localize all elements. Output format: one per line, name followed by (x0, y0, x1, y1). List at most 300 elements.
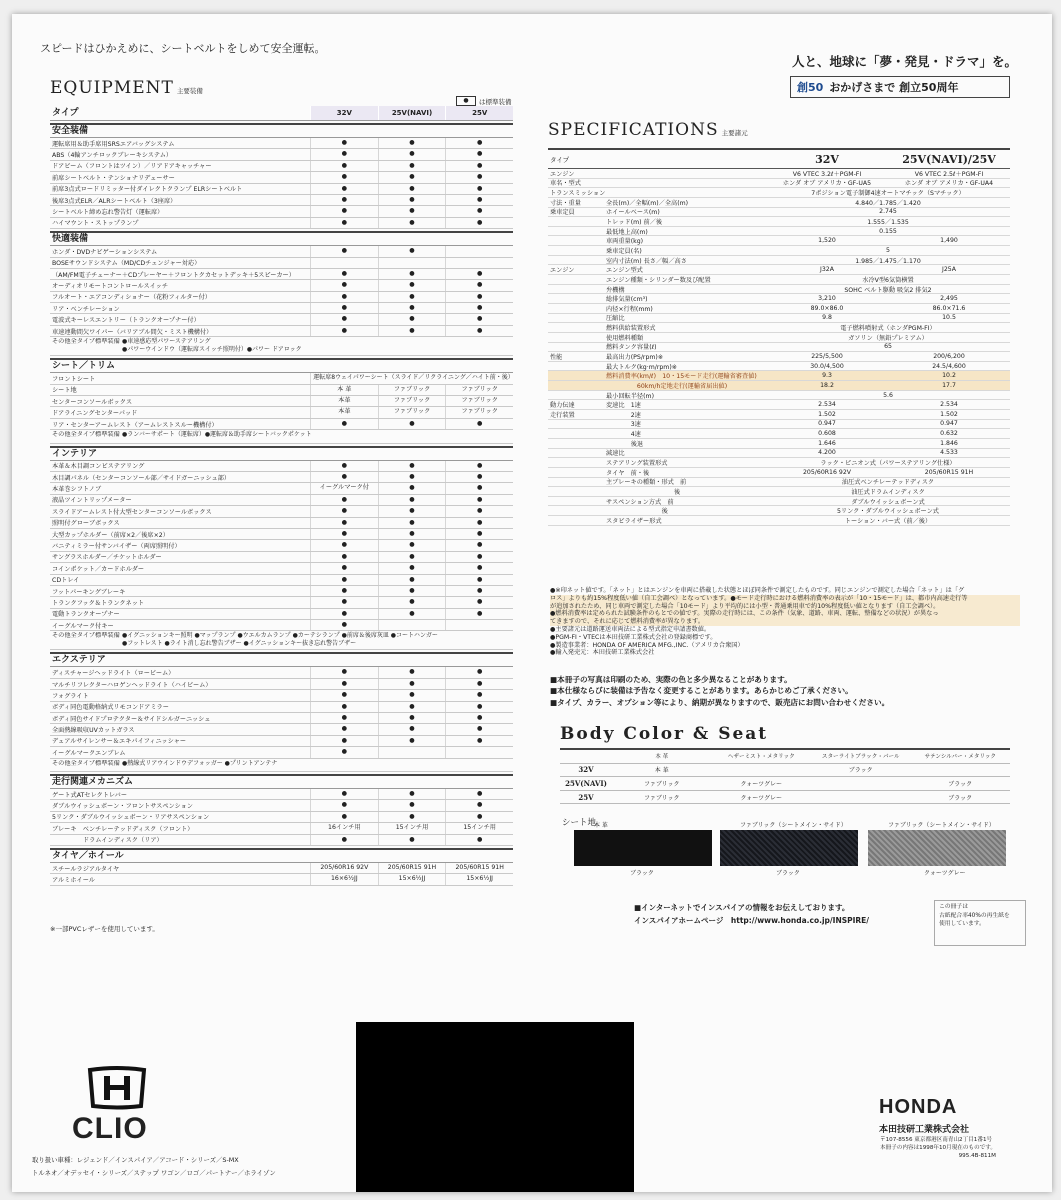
row-cell: ● (445, 575, 513, 585)
equipment-row (50, 280, 513, 291)
equipment-row (50, 609, 513, 620)
body-color-cell: 本 革 (654, 767, 669, 775)
row-cell (378, 620, 446, 630)
note-line: ●パワーウインドウ（運転席スイッチ照明付）●パワー ドアロック (122, 346, 302, 354)
row-cell: ● (378, 609, 446, 619)
spec-row (548, 188, 1010, 198)
equipment-row (50, 702, 513, 713)
row-cell: ● (310, 269, 378, 279)
row-cell: ● (310, 552, 378, 562)
row-label: コインポケット／カードホルダー (52, 565, 145, 573)
equipment-row (50, 218, 513, 229)
spec-value: 0.608 (818, 430, 836, 438)
equipment-row (50, 679, 513, 690)
spec-row (548, 352, 1010, 362)
row-cell: ● (378, 597, 446, 607)
row-cell: ● (310, 529, 378, 539)
row-label: ハイマウント・ストップランプ (52, 220, 139, 228)
standard-equipment-note (50, 430, 513, 443)
row-cell: ● (445, 218, 513, 228)
row-cell (445, 620, 513, 630)
row-cell: ● (445, 812, 513, 822)
equipment-row (50, 586, 513, 597)
row-label: アルミホイール (52, 877, 95, 884)
row-cell: ● (378, 495, 446, 505)
spec-value: J32A (820, 266, 834, 274)
row-cell: ● (310, 597, 378, 607)
note-label: その他全タイプ標準装備 (52, 431, 120, 439)
row-label: CDトレイ (52, 577, 80, 585)
row-cell (310, 258, 378, 268)
spec-label: 主ブレーキの種類・形式 前 (606, 479, 687, 487)
row-cell: ● (378, 303, 446, 313)
row-cell: ● (378, 246, 446, 256)
row-label: 後席3点式ELR／ALRシートベルト（3座席） (52, 197, 177, 205)
spec-row (548, 381, 1010, 391)
spec-group: 寸法・重量 (550, 199, 581, 207)
row-cell: ● (310, 472, 378, 482)
row-cell: ● (310, 812, 378, 822)
spec-value: 1.646 (818, 439, 836, 447)
row-cell: 本 革 (310, 385, 378, 395)
swatch-top-label: ファブリック（シートメイン・サイド） (888, 822, 995, 829)
row-cell: ● (445, 506, 513, 516)
spec-note-line: ●PGM-FI・VTECは本田技研工業株式会社の登録商標です。 (550, 633, 717, 641)
note-label: その他全タイプ標準装備 (52, 759, 120, 767)
note-label: その他全タイプ標準装備 (52, 632, 120, 640)
row-label: フットパーキングブレーキ (52, 588, 126, 596)
internet-line-2[interactable]: インスパイアホームページ http://www.honda.co.jp/INSPIRE/ (634, 916, 870, 925)
row-cell: ● (445, 495, 513, 505)
spec-row (548, 516, 1010, 526)
spec-label: 後退 (606, 440, 644, 448)
equipment-row (50, 789, 513, 800)
swatch-color-label: ブラック (630, 870, 654, 877)
row-cell: ● (378, 789, 446, 799)
row-cell: ● (445, 540, 513, 550)
spec-row (548, 458, 1010, 468)
spec-value-shared: 5 (886, 246, 890, 254)
spec-label: 使用燃料種類 (606, 334, 644, 342)
row-cell: ファブリック (378, 396, 446, 406)
spec-value: 30.0/4,500 (810, 362, 844, 370)
row-cell (378, 747, 446, 757)
spec-label: 4速 (606, 431, 641, 439)
spec-value: 3,210 (818, 295, 836, 303)
row-cell: ● (310, 206, 378, 216)
equipment-row (50, 529, 513, 540)
spec-row (548, 275, 1010, 285)
row-label: 車速連動間欠ワイパー（バリアブル間欠・ミスト機構付） (52, 328, 213, 336)
spec-row (548, 323, 1010, 333)
spec-value: 205/60R15 91H (924, 468, 974, 476)
spec-row (548, 439, 1010, 449)
body-color-row (560, 791, 1010, 805)
row-cell: ● (310, 702, 378, 712)
row-label: 電動トランクオープナー (52, 611, 120, 619)
row-cell: ● (445, 326, 513, 336)
row-cell: ● (445, 461, 513, 471)
row-cell: ● (445, 184, 513, 194)
spec-row (548, 227, 1010, 237)
internet-info (634, 901, 869, 927)
row-cell: ● (445, 518, 513, 528)
row-cell: ● (445, 736, 513, 746)
important-line: ■本冊子の写真は印刷のため、実際の色と多少異なることがあります。 (550, 675, 792, 684)
row-cell: ● (310, 747, 378, 757)
row-cell: ● (445, 724, 513, 734)
row-cell: ● (378, 690, 446, 700)
row-cell: ● (310, 506, 378, 516)
seat-swatch (574, 830, 712, 866)
row-cell: ● (378, 702, 446, 712)
row-cell: ● (378, 563, 446, 573)
body-color-cell: ブラック (948, 780, 973, 788)
spec-label: 変速比 1速 (606, 402, 641, 410)
spec-value-shared: 2.745 (879, 208, 897, 216)
body-color-cell: ファブリック (644, 780, 680, 788)
spec-row (548, 314, 1010, 324)
spec-row (548, 478, 1010, 488)
honda-address: 〒107-8556 東京都港区南青山2丁目1番1号 本冊子の内容は1998年10月現在のものです。 995.4B-811M (880, 1137, 996, 1159)
row-label: 運転席用＆助手席用SRSエアバッグシステム (52, 140, 175, 148)
spec-row (548, 285, 1010, 295)
row-label: 電波式キーレスエントリー（トランクオープナー付） (52, 317, 200, 325)
row-cell: ● (310, 667, 378, 677)
important-line: ■タイプ、カラー、オプション等により、納期が異なりますので、販売店にお問い合わせください。 (550, 697, 890, 707)
specifications-table (548, 148, 1010, 526)
row-cell: ● (378, 483, 446, 493)
equipment-row (50, 540, 513, 551)
row-cell: ファブリック (378, 385, 446, 395)
equipment-row (50, 483, 513, 494)
equipment-row (50, 396, 513, 407)
spec-label: 燃料消費率(km/ℓ) 10・15モード走行(運輸省審査値) (606, 373, 757, 381)
important-notices (550, 674, 889, 708)
row-cell: 16×6½JJ (310, 874, 378, 884)
spec-value: 10.2 (942, 372, 956, 380)
row-cell (445, 246, 513, 256)
equipment-row (50, 246, 513, 257)
row-cell: イーグルマーク付 (310, 483, 378, 493)
row-cell: ● (445, 789, 513, 799)
row-label: マルチリフレクターハロゲンヘッドライト（ハイビーム） (52, 681, 212, 689)
row-cell: ● (378, 667, 446, 677)
spec-row (548, 265, 1010, 275)
row-cell: ● (378, 195, 446, 205)
row-cell: ● (445, 314, 513, 324)
row-label: フルオート・エアコンディショナー（花粉フィルター付） (52, 294, 211, 302)
row-cell: 15×6½JJ (378, 874, 446, 884)
row-cell: ● (378, 800, 446, 810)
row-cell: ● (445, 713, 513, 723)
dealer-models: 取り扱い車種：レジェンド／インスパイア／アコード・シリーズ／S-MX トルネオ／オデッセイ・シリーズ／ステップ ワゴン／ロゴ／パートナー／ホライゾン (32, 1156, 276, 1177)
body-color-header: スターライトブラック・パール (821, 754, 900, 761)
note-line: ●車速感応型パワーステアリング (122, 338, 211, 346)
row-label: バニティミラー付サンバイザー（両席照明付） (52, 543, 181, 551)
spec-group: 性能 (550, 354, 563, 361)
row-label: センターコンソールボックス (52, 398, 133, 406)
row-label: 全面熱線吸収UVカットガラス (52, 727, 135, 735)
spec-value: 89.0×86.0 (810, 304, 844, 312)
row-label: トランクフック＆トランクネット (52, 599, 145, 607)
spec-label: 最小回転半径(m) (606, 392, 654, 400)
spec-column-header: 32V (815, 152, 839, 166)
equipment-row (50, 736, 513, 747)
redacted-block (356, 1022, 634, 1192)
spec-note-line: ●※印ネット値です。「ネット」とはエンジンを車両に搭載した状態とほぼ同条件で測定したものです。同じエンジンで測定した場合「ネット」は「グ (550, 587, 965, 594)
spec-value-shared: ラック・ピニオン式（パワーステアリング仕様） (820, 460, 956, 468)
anniversary-badge (790, 76, 1010, 98)
note-text (122, 760, 513, 768)
spec-value: V6 VTEC 2.5ℓ＋PGM-FI (914, 170, 984, 178)
spec-label: 燃料供給装置形式 (606, 325, 656, 333)
row-label: （AM/FM電子チューナー＋CDプレーヤー＋フロントクカセットデッキ＋5スピーカー） (52, 271, 295, 279)
row-cell: ● (378, 679, 446, 689)
spec-value-shared: 電子燃料噴射式（ホンダPGM-FI） (840, 325, 936, 333)
spec-note-line: が追加されたため、同じ車両で測定した場合「10モード」より平均的には小型・普通乗用車で約10%程度低い値となります（自工会調べ）。 (550, 603, 1020, 611)
brochure-page (12, 14, 1052, 1192)
row-cell: ● (378, 506, 446, 516)
row-cell: 15インチ用 (445, 823, 513, 833)
row-label: ドラムインディスク（リア） (52, 837, 163, 845)
seat-swatch (868, 830, 1006, 866)
swatch-top-label: ファブリック（シートメイン・サイド） (740, 822, 847, 829)
spec-value: 225/5,500 (811, 352, 843, 360)
note-text (122, 431, 513, 439)
body-color-cell: ブラック (848, 767, 873, 775)
spec-row (548, 468, 1010, 478)
row-cell: ● (378, 472, 446, 482)
row-label: フォグライト (52, 692, 89, 700)
equipment-row (50, 690, 513, 701)
row-cell: ● (445, 161, 513, 171)
row-cell: ● (378, 529, 446, 539)
row-cell: ● (310, 218, 378, 228)
spec-value: 1,520 (818, 237, 836, 245)
column-header: 25V (445, 106, 513, 120)
row-cell: ● (445, 586, 513, 596)
honda-h-logo-icon (84, 1066, 150, 1110)
spec-value: 9.3 (822, 372, 832, 380)
row-label: サングラスホルダー／チケットホルダー (52, 554, 162, 562)
section-header: 走行関連メカニズム (50, 774, 513, 789)
row-cell: ● (445, 269, 513, 279)
spec-value: 1,490 (940, 237, 958, 245)
row-cell: ファブリック (445, 407, 513, 417)
spec-label: 最低地上高(m) (606, 228, 648, 236)
spec-value: 4.533 (940, 449, 958, 457)
row-label: スライドアームレスト付大型センターコンソールボックス (52, 508, 212, 516)
body-color-header: ヘザーミスト・メタリック (727, 754, 795, 761)
row-cell: ● (310, 835, 378, 845)
row-cell: ● (310, 303, 378, 313)
section-header: シート／トリム (50, 358, 513, 373)
standard-equipment-note (50, 631, 513, 650)
equipment-row (50, 563, 513, 574)
row-label: ドアビーム（フロントはツイン）／リアドアキャッチャー (52, 163, 212, 171)
row-cell: ● (378, 713, 446, 723)
spec-row (548, 217, 1010, 227)
spec-label: 最高出力(PS/rpm)※ (606, 354, 664, 361)
spec-label: 室内寸法(m) 長さ／幅／高さ (606, 257, 687, 265)
body-color-type: 32V (578, 765, 594, 775)
seat-fabric-label: シート地 (562, 818, 597, 828)
spec-label: ステアリング装置形式 (606, 460, 668, 468)
legend-text: は標準装備 (479, 97, 512, 106)
spec-label: 後 (606, 508, 668, 516)
row-cell: ● (310, 149, 378, 159)
spec-value-shared: トーション・バー式（前／後） (844, 517, 932, 525)
spec-value: 1.846 (940, 439, 958, 447)
equipment-row (50, 597, 513, 608)
equipment-row (50, 552, 513, 563)
internet-line-1: ■インターネットでインスパイアの情報をお伝えしております。 (634, 903, 850, 912)
row-cell: ● (310, 800, 378, 810)
row-cell: ● (445, 690, 513, 700)
spec-group: トランスミッション (550, 190, 606, 198)
body-color-row (560, 777, 1010, 791)
spec-row (548, 179, 1010, 189)
spec-value-shared: 1.555／1.535 (867, 219, 909, 227)
clio-logo: CLIO (72, 1112, 148, 1145)
row-cell: ● (378, 835, 446, 845)
spec-value: 4.200 (818, 449, 836, 457)
spec-header-row (548, 148, 1010, 169)
anniversary-text: おかげさまで 創立50周年 (829, 81, 959, 94)
note-line: ●ランバーサポート（運転席）●運転席＆助手席シートバックポケット (122, 431, 312, 439)
spec-label: 60km/h定地走行(運輸省届出値) (606, 382, 728, 390)
body-color-cell: クォーツグレー (740, 780, 783, 788)
swatch-color-label: ブラック (776, 870, 800, 877)
equipment-row (50, 667, 513, 678)
row-cell: ● (445, 609, 513, 619)
spec-label: 弁機構 (606, 286, 625, 294)
equipment-row (50, 812, 513, 823)
row-label: リア・センターアームレスト（アームレストスルー機構付） (52, 421, 218, 429)
standard-equipment-note (50, 337, 513, 356)
spec-label: ホイールベース(m) (606, 209, 660, 217)
row-cell: ● (445, 679, 513, 689)
equipment-legend (456, 96, 512, 106)
row-label: リア・ベンチレーション (52, 305, 120, 313)
note-line: ●イグニッションキー照明 ●マップランプ ●ウエルカムランプ ●カーテシランプ ●前席＆後席灰皿 ●コートハンガー (122, 632, 438, 640)
row-label: デュアルサイレンサー＆エキパイフィニッシャー (52, 738, 187, 746)
spec-row (548, 246, 1010, 256)
row-cell: ● (310, 736, 378, 746)
equipment-row (50, 620, 513, 631)
equipment-row (50, 195, 513, 206)
section-header: エクステリア (50, 652, 513, 667)
row-label: シートベルト締め忘れ警告灯（運転席） (52, 209, 164, 217)
row-cell: ● (378, 206, 446, 216)
row-label: ダブルウイッシュボーン・フロントサスペンション (52, 803, 193, 811)
spec-label: 3速 (606, 421, 641, 429)
spec-value: 10.5 (942, 314, 956, 322)
row-label: ゲート式ATセレクトレバー (52, 791, 128, 799)
company-tagline: 人と、地球に「夢・発見・ドラマ」を。 (792, 54, 1018, 69)
row-cell: ● (310, 280, 378, 290)
section-header: タイヤ／ホイール (50, 848, 513, 863)
important-line: ■本仕様ならびに装備は予告なく変更することがあります。あらかじめご了承ください。 (550, 686, 853, 696)
spec-value-shared: 4.840／1.785／1.420 (855, 199, 921, 207)
equipment-row (50, 149, 513, 160)
equipment-row (50, 303, 513, 314)
spec-group: 車名・型式 (550, 180, 581, 188)
spec-note-line: ロス」よりも約15%程度低い値（自工会調べ）となっています。●モード走行時における燃料消費率の表示が「10・15モード」は、都市内高速走行等 (550, 595, 1020, 603)
spec-note-line: てきますので、それに応じて燃料消費率が異なります。 (550, 618, 1020, 626)
row-cell: ● (310, 563, 378, 573)
row-label: 大型カップホルダー（前席×2／後席×2） (52, 531, 169, 539)
row-cell: ● (378, 161, 446, 171)
row-cell: ● (378, 149, 446, 159)
row-cell: ● (445, 280, 513, 290)
seat-swatch (720, 830, 858, 866)
row-cell: ● (378, 575, 446, 585)
note-label: その他全タイプ標準装備 (52, 338, 120, 346)
row-cell: ● (310, 419, 378, 429)
row-span-value: 運転席8ウェイパワーシート（スライド／リクライニング／ハイト前・後） (310, 373, 516, 383)
spec-value-shared: 水冷V型6気筒横置 (862, 276, 914, 284)
equipment-footnote: ※一部PVCレザーを使用しています。 (50, 925, 159, 933)
row-label: ディスチャージヘッドライト（ロービーム） (52, 670, 175, 678)
spec-group: 乗車定員 (550, 209, 575, 217)
row-cell: ● (310, 540, 378, 550)
row-label: イーグルマーク付キー (52, 622, 114, 630)
spec-value: ホンダ オブ アメリカ・GF-UA5 (782, 180, 872, 188)
anniversary-number: 創50 (797, 81, 824, 94)
equipment-table (50, 106, 513, 886)
row-cell: ● (445, 206, 513, 216)
spec-row (548, 391, 1010, 401)
spec-value: 24.5/4,600 (932, 362, 966, 370)
section-header: 快適装備 (50, 231, 513, 246)
spec-group: エンジン (550, 170, 575, 178)
spec-row (548, 169, 1010, 179)
equipment-row (50, 292, 513, 303)
row-cell: ● (378, 461, 446, 471)
spec-label: 燃料タンク容量(ℓ) (606, 344, 657, 352)
spec-row (548, 304, 1010, 314)
equipment-row (50, 258, 513, 269)
equipment-row (50, 518, 513, 529)
body-color-table (560, 748, 1010, 804)
spec-value: 2,495 (940, 295, 958, 303)
spec-value: 17.7 (942, 381, 956, 389)
row-cell: ● (378, 812, 446, 822)
row-cell: ● (310, 195, 378, 205)
spec-value: 0.947 (818, 420, 836, 428)
row-cell: ● (310, 575, 378, 585)
row-cell: ● (378, 218, 446, 228)
row-label: ドアライニングセンターパッド (52, 410, 138, 418)
row-cell: ● (378, 736, 446, 746)
equipment-row (50, 835, 513, 846)
spec-label: 圧縮比 (606, 315, 625, 323)
section-header: インテリア (50, 446, 513, 461)
spec-label: 全長(m)／全幅(m)／全高(m) (606, 199, 689, 207)
equipment-title: EQUIPMENT 主要装備 (50, 78, 203, 98)
body-color-cell: ファブリック (644, 794, 680, 802)
type-header-row (50, 106, 513, 121)
row-label: 木目調パネル（センターコンソール部／サイドガーニッシュ部） (52, 474, 231, 482)
spec-value: V6 VTEC 3.2ℓ＋PGM-FI (792, 170, 862, 178)
spec-row (548, 198, 1010, 208)
note-line: ●熱線式リアウインドウデフォッガー ●プリントアンテナ (122, 759, 278, 767)
row-cell: ファブリック (445, 385, 513, 395)
equipment-row (50, 724, 513, 735)
row-cell: 205/60R15 91H (445, 863, 513, 873)
